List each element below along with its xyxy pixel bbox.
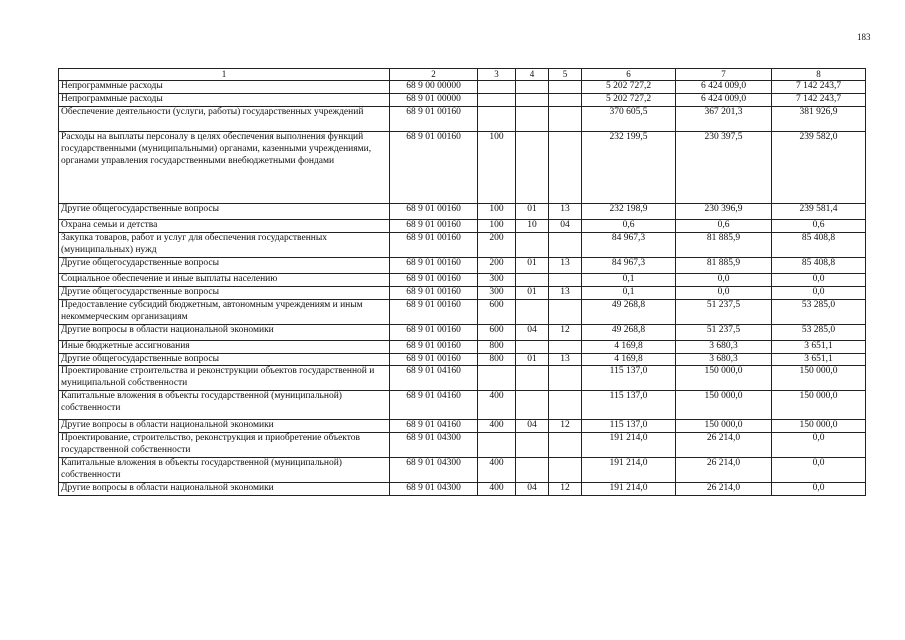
row-code: 68 9 01 00160 xyxy=(390,324,478,340)
row-expense-type: 800 xyxy=(478,340,516,353)
row-value-col7: 230 397,5 xyxy=(676,132,772,204)
row-value-col8: 0,0 xyxy=(772,273,866,286)
row-name: Другие общегосударственные вопросы xyxy=(59,204,390,220)
row-name: Другие общегосударственные вопросы xyxy=(59,257,390,273)
row-section xyxy=(516,458,549,483)
row-expense-type: 600 xyxy=(478,324,516,340)
row-expense-type xyxy=(478,366,516,391)
row-subsection: 04 xyxy=(549,220,582,233)
row-code: 68 9 01 04300 xyxy=(390,483,478,496)
row-value-col6: 84 967,3 xyxy=(582,257,676,273)
row-value-col6: 191 214,0 xyxy=(582,433,676,458)
row-value-col7: 150 000,0 xyxy=(676,366,772,391)
row-subsection xyxy=(549,94,582,107)
row-value-col6: 191 214,0 xyxy=(582,483,676,496)
row-value-col7: 26 214,0 xyxy=(676,458,772,483)
table-row xyxy=(59,132,866,204)
row-value-col6: 0,6 xyxy=(582,220,676,233)
row-value-col6: 49 268,8 xyxy=(582,299,676,324)
table-row xyxy=(59,324,866,340)
row-code: 68 9 01 04160 xyxy=(390,391,478,420)
row-subsection: 13 xyxy=(549,286,582,299)
row-subsection: 13 xyxy=(549,204,582,220)
row-code: 68 9 01 00000 xyxy=(390,94,478,107)
table-header-row xyxy=(59,69,866,81)
row-name: Охрана семьи и детства xyxy=(59,220,390,233)
row-code: 68 9 01 00160 xyxy=(390,107,478,132)
row-code: 68 9 01 04300 xyxy=(390,458,478,483)
row-section: 01 xyxy=(516,286,549,299)
row-value-col7: 26 214,0 xyxy=(676,483,772,496)
row-subsection xyxy=(549,81,582,94)
row-name: Проектирование строительства и реконструкции объектов государственной и муниципальной собственности xyxy=(59,366,390,391)
table-row xyxy=(59,204,866,220)
table-row xyxy=(59,391,866,420)
row-name: Предоставление субсидий бюджетным, автономным учреждениям и иным некоммерческим организациям xyxy=(59,299,390,324)
row-subsection xyxy=(549,132,582,204)
row-value-col7: 367 201,3 xyxy=(676,107,772,132)
row-name: Непрограммные расходы xyxy=(59,94,390,107)
row-name: Обеспечение деятельности (услуги, работы) государственных учреждений xyxy=(59,107,390,132)
row-value-col6: 84 967,3 xyxy=(582,232,676,257)
row-value-col7: 81 885,9 xyxy=(676,257,772,273)
row-subsection: 13 xyxy=(549,353,582,366)
row-value-col8: 381 926,9 xyxy=(772,107,866,132)
header-col-1: 1 xyxy=(59,69,390,81)
row-name: Другие общегосударственные вопросы xyxy=(59,286,390,299)
row-name: Расходы на выплаты персоналу в целях обеспечения выполнения функций государственными (муниципальными) органами, казенными учреждениями, органами управления государственными внебюджетными фондами xyxy=(59,132,390,204)
row-name: Другие вопросы в области национальной экономики xyxy=(59,324,390,340)
header-col-5: 5 xyxy=(549,69,582,81)
row-value-col8: 0,6 xyxy=(772,220,866,233)
row-section xyxy=(516,107,549,132)
row-subsection: 12 xyxy=(549,483,582,496)
row-code: 68 9 01 00160 xyxy=(390,353,478,366)
row-value-col6: 5 202 727,2 xyxy=(582,94,676,107)
row-value-col8: 0,0 xyxy=(772,433,866,458)
row-value-col8: 150 000,0 xyxy=(772,391,866,420)
header-col-2: 2 xyxy=(390,69,478,81)
row-section: 04 xyxy=(516,483,549,496)
row-section xyxy=(516,340,549,353)
row-value-col7: 230 396,9 xyxy=(676,204,772,220)
row-section: 01 xyxy=(516,257,549,273)
row-expense-type: 200 xyxy=(478,232,516,257)
row-section: 10 xyxy=(516,220,549,233)
row-subsection xyxy=(549,299,582,324)
table-body xyxy=(59,81,866,496)
row-expense-type: 400 xyxy=(478,420,516,433)
table-row xyxy=(59,232,866,257)
row-subsection xyxy=(549,433,582,458)
row-value-col7: 6 424 009,0 xyxy=(676,94,772,107)
table-row xyxy=(59,257,866,273)
row-value-col6: 115 137,0 xyxy=(582,420,676,433)
row-section xyxy=(516,366,549,391)
row-section: 04 xyxy=(516,324,549,340)
row-expense-type xyxy=(478,433,516,458)
row-value-col7: 81 885,9 xyxy=(676,232,772,257)
row-code: 68 9 01 00160 xyxy=(390,257,478,273)
row-value-col8: 7 142 243,7 xyxy=(772,94,866,107)
row-value-col7: 51 237,5 xyxy=(676,299,772,324)
row-name: Закупка товаров, работ и услуг для обеспечения государственных (муниципальных) нужд xyxy=(59,232,390,257)
row-value-col8: 53 285,0 xyxy=(772,324,866,340)
row-value-col8: 239 581,4 xyxy=(772,204,866,220)
row-value-col8: 0,0 xyxy=(772,286,866,299)
row-value-col6: 191 214,0 xyxy=(582,458,676,483)
header-col-7: 7 xyxy=(676,69,772,81)
row-subsection xyxy=(549,391,582,420)
row-expense-type: 400 xyxy=(478,458,516,483)
row-value-col8: 3 651,1 xyxy=(772,340,866,353)
row-code: 68 9 00 00000 xyxy=(390,81,478,94)
row-section xyxy=(516,132,549,204)
row-value-col7: 3 680,3 xyxy=(676,340,772,353)
row-value-col8: 239 582,0 xyxy=(772,132,866,204)
row-code: 68 9 01 00160 xyxy=(390,273,478,286)
row-name: Капитальные вложения в объекты государственной (муниципальной) собственности xyxy=(59,458,390,483)
row-code: 68 9 01 00160 xyxy=(390,220,478,233)
row-value-col8: 85 408,8 xyxy=(772,257,866,273)
row-value-col7: 150 000,0 xyxy=(676,391,772,420)
row-value-col6: 0,1 xyxy=(582,286,676,299)
row-subsection: 13 xyxy=(549,257,582,273)
row-value-col6: 0,1 xyxy=(582,273,676,286)
row-subsection xyxy=(549,366,582,391)
row-expense-type: 100 xyxy=(478,204,516,220)
row-value-col7: 0,0 xyxy=(676,286,772,299)
row-subsection: 12 xyxy=(549,420,582,433)
row-name: Другие вопросы в области национальной экономики xyxy=(59,420,390,433)
table-row xyxy=(59,220,866,233)
table-row xyxy=(59,94,866,107)
row-code: 68 9 01 04160 xyxy=(390,366,478,391)
row-expense-type: 400 xyxy=(478,483,516,496)
row-subsection xyxy=(549,107,582,132)
row-expense-type: 200 xyxy=(478,257,516,273)
row-subsection xyxy=(549,232,582,257)
row-subsection xyxy=(549,273,582,286)
row-code: 68 9 01 00160 xyxy=(390,132,478,204)
row-section: 01 xyxy=(516,353,549,366)
row-expense-type: 100 xyxy=(478,220,516,233)
table-row xyxy=(59,340,866,353)
row-value-col6: 115 137,0 xyxy=(582,391,676,420)
row-expense-type xyxy=(478,81,516,94)
header-col-8: 8 xyxy=(772,69,866,81)
row-section xyxy=(516,94,549,107)
row-code: 68 9 01 00160 xyxy=(390,286,478,299)
table-row xyxy=(59,366,866,391)
table-row xyxy=(59,483,866,496)
row-expense-type: 300 xyxy=(478,273,516,286)
row-value-col8: 0,0 xyxy=(772,458,866,483)
row-subsection xyxy=(549,340,582,353)
row-value-col8: 150 000,0 xyxy=(772,420,866,433)
row-code: 68 9 01 00160 xyxy=(390,299,478,324)
row-value-col8: 53 285,0 xyxy=(772,299,866,324)
row-expense-type: 100 xyxy=(478,132,516,204)
row-expense-type xyxy=(478,107,516,132)
row-subsection xyxy=(549,458,582,483)
row-code: 68 9 01 04160 xyxy=(390,420,478,433)
row-code: 68 9 01 00160 xyxy=(390,340,478,353)
row-name: Иные бюджетные ассигнования xyxy=(59,340,390,353)
row-value-col8: 150 000,0 xyxy=(772,366,866,391)
row-expense-type: 800 xyxy=(478,353,516,366)
row-section xyxy=(516,232,549,257)
row-subsection: 12 xyxy=(549,324,582,340)
table-row xyxy=(59,420,866,433)
row-value-col6: 370 605,5 xyxy=(582,107,676,132)
row-name: Другие общегосударственные вопросы xyxy=(59,353,390,366)
table-row xyxy=(59,458,866,483)
row-value-col6: 4 169,8 xyxy=(582,340,676,353)
row-value-col7: 6 424 009,0 xyxy=(676,81,772,94)
row-value-col7: 0,0 xyxy=(676,273,772,286)
row-value-col7: 150 000,0 xyxy=(676,420,772,433)
table-row xyxy=(59,273,866,286)
row-code: 68 9 01 00160 xyxy=(390,232,478,257)
row-section: 04 xyxy=(516,420,549,433)
row-name: Социальное обеспечение и иные выплаты населению xyxy=(59,273,390,286)
row-value-col6: 4 169,8 xyxy=(582,353,676,366)
table-row xyxy=(59,353,866,366)
budget-table xyxy=(58,68,866,496)
row-name: Проектирование, строительство, реконструкция и приобретение объектов государственной собственности xyxy=(59,433,390,458)
row-value-col7: 51 237,5 xyxy=(676,324,772,340)
row-value-col7: 0,6 xyxy=(676,220,772,233)
row-value-col8: 85 408,8 xyxy=(772,232,866,257)
row-section xyxy=(516,299,549,324)
table-row xyxy=(59,286,866,299)
row-code: 68 9 01 00160 xyxy=(390,204,478,220)
row-section xyxy=(516,391,549,420)
table-row xyxy=(59,107,866,132)
row-name: Другие вопросы в области национальной экономики xyxy=(59,483,390,496)
header-col-6: 6 xyxy=(582,69,676,81)
table-row xyxy=(59,433,866,458)
table-row xyxy=(59,81,866,94)
row-value-col7: 3 680,3 xyxy=(676,353,772,366)
row-value-col6: 49 268,8 xyxy=(582,324,676,340)
row-section: 01 xyxy=(516,204,549,220)
row-value-col7: 26 214,0 xyxy=(676,433,772,458)
row-section xyxy=(516,433,549,458)
row-value-col8: 0,0 xyxy=(772,483,866,496)
row-name: Капитальные вложения в объекты государственной (муниципальной) собственности xyxy=(59,391,390,420)
row-code: 68 9 01 04300 xyxy=(390,433,478,458)
header-col-4: 4 xyxy=(516,69,549,81)
row-value-col6: 232 199,5 xyxy=(582,132,676,204)
row-section xyxy=(516,273,549,286)
table-row xyxy=(59,299,866,324)
row-value-col6: 5 202 727,2 xyxy=(582,81,676,94)
row-expense-type xyxy=(478,94,516,107)
row-value-col6: 232 198,9 xyxy=(582,204,676,220)
row-section xyxy=(516,81,549,94)
row-value-col8: 3 651,1 xyxy=(772,353,866,366)
row-name: Непрограммные расходы xyxy=(59,81,390,94)
page-number: 183 xyxy=(857,32,871,42)
header-col-3: 3 xyxy=(478,69,516,81)
row-expense-type: 300 xyxy=(478,286,516,299)
row-expense-type: 600 xyxy=(478,299,516,324)
row-value-col8: 7 142 243,7 xyxy=(772,81,866,94)
row-value-col6: 115 137,0 xyxy=(582,366,676,391)
row-expense-type: 400 xyxy=(478,391,516,420)
